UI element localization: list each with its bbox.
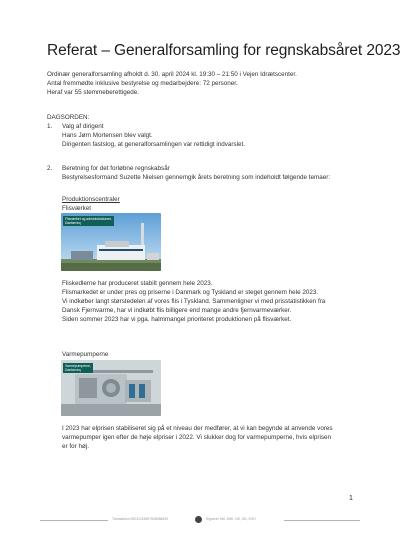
varme-line-3: er for høj. [62,443,89,450]
footer-rule-left [40,520,108,521]
flisvaerket-photo-caption [63,216,114,226]
flisvaerket-photo [61,213,161,271]
flis-line-2: Flismarkedet er under pres og priserne i Danmark og Tyskland er steget gennem hele 2023. [62,289,319,296]
varmepumper-caption-line-2: Danfarveq [65,368,81,373]
agenda-item-2-title: Beretning for det forløbne regnskabsår [62,165,170,172]
flisvaerket-caption-line-2: Danfarveq [65,221,81,226]
footer-signed-text: Signeret SM, JMK, NS, SN, SGH [206,517,256,521]
intro-line-3: Heraf var 55 stemmeberettigede. [47,89,140,96]
signing-logo-icon [195,516,202,523]
agenda-item-1-title: Valg af dirigent [62,123,104,130]
varmepumper-photo [61,360,161,416]
flis-line-5: Siden sommer 2023 har vi pga. halmmangel prioriteret produktionen på flisværket. [62,316,292,323]
flis-line-3: Vi indkøber langt størstedelen af vores flis i Tyskland. Sammenligner vi med prisstatistikken fra [62,298,326,305]
varmepumper-photo-caption [63,363,93,373]
footer-transaction-text: Transaktion 09222115557528088400 [112,517,168,521]
varmepumper-caption-line-1: Varmepumperne, [65,364,91,368]
agenda-item-2-number: 2. [47,165,53,172]
agenda-heading: DAGSORDEN: [47,114,90,121]
agenda-item-1-line-2: Dirigenten fastslog, at generalforsamlingen var rettidigt indvarslet. [62,141,246,148]
intro-line-1: Ordinær generalforsamling afholdt d. 30. april 2024 kl. 19:30 – 21:50 i Vejen Idrætscenter. [47,71,297,78]
page-title: Referat – Generalforsamling for regnskabsåret 2023 [47,42,400,59]
varme-line-2: varmepumper igen efter de høje elpriser i 2022. Vi slukker dog for varmepumperne, hvis elprisen [62,434,332,441]
agenda-item-1-number: 1. [47,123,53,130]
flis-line-1: Fliskedlerne har produceret stabilt gennem hele 2023. [62,280,213,287]
intro-line-2: Antal fremmødte inklusive bestyrelse og medarbejdere: 72 personer. [47,80,238,87]
varme-heading: Varmepumperne [62,351,109,358]
varme-line-1: I 2023 har elprisen stabiliseret sig på et niveau der medfører, at vi kan begynde at anvende vores [62,425,333,432]
page-number: 1 [349,495,353,502]
agenda-item-1-line-1: Hans Jørn Mortensen blev valgt. [62,132,153,139]
footer-rule-right [284,520,360,521]
section-heading: Produktionscentraler [62,196,120,203]
agenda-item-2-line: Bestyrelsesformand Suzette Nielsen gennemgik årets beretning som indeholdt følgende temaer: [62,174,331,181]
flisvaerket-caption-line-1: Flisværket og administrationen, [65,217,113,221]
flis-line-4: Dansk Fjernvarme, har vi indkøbt flis billigere end mange andre fjernvarmeværker. [62,307,292,314]
flis-heading: Flisværket [62,205,92,212]
